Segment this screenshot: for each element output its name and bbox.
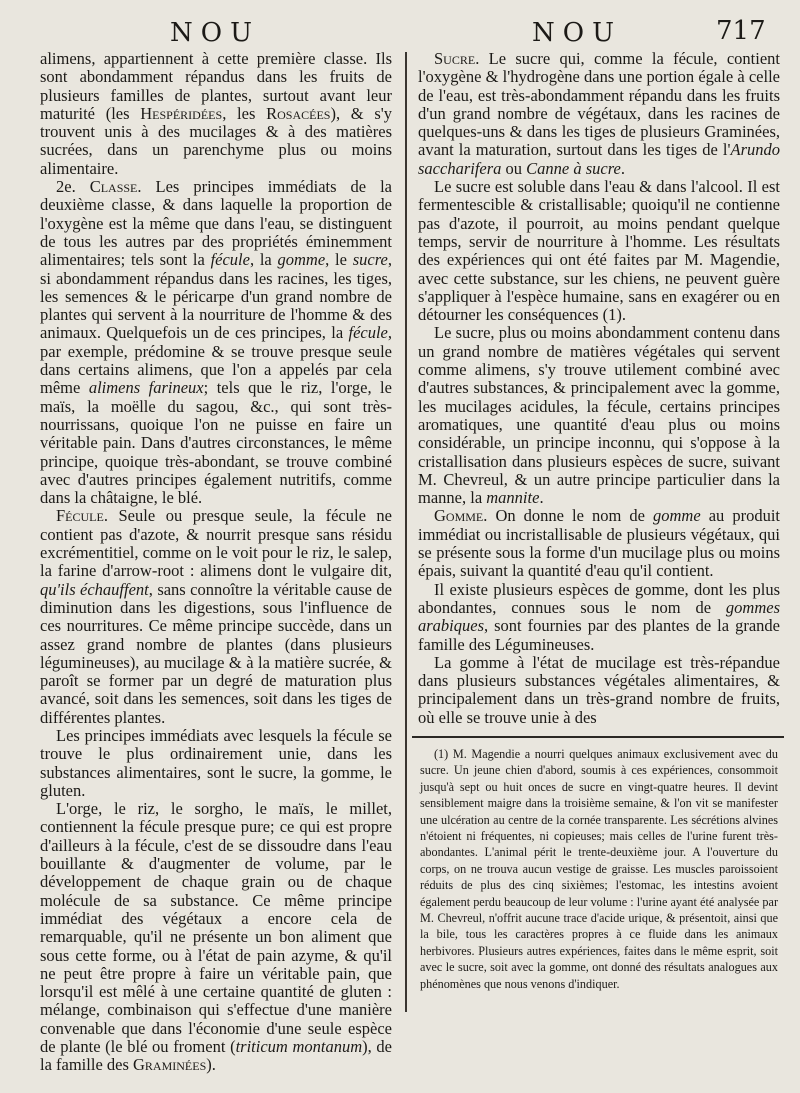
text-run: Le sucre, plus ou moins abondamment contenu dans un grand nombre de matières végétales qui servent comme alimens, s'y trouve utilement combiné avec d'autres substances, & principalement avec la gomme, les mucilages acidules, la fécule, certains principes aromatiques, une quantité d'eau plus ou moins considérable, un principe inconnu, qui s'oppose à la cristallisation dans plusieurs espèces de sucre, suivant M. Chevreul, & un autre principe particulier dans la manne, la bbox=[418, 323, 780, 508]
text-run: , sans connoître la véritable cause de diminution dans les digestions, sous l'influence de ces nourritures. Ce même principe succède, dans un assez grand nombre de plantes (dans plusieurs légumineuses), au mucilage & à la matière sucrée, & paroît se former par un degré de maturation plus avancé, soit dans les semences, soit dans les tiges de différentes plantes. bbox=[40, 579, 392, 727]
text-run: au produit immédiat ou incristallisable de plusieurs végétaux, qui se présente sous la forme d'un mucilage plus ou moins épais, suivant la quantité d'eau qu'il contient. bbox=[418, 506, 780, 581]
section-heading: Fécule bbox=[56, 506, 104, 526]
right-column bbox=[418, 50, 780, 727]
text-run: . Le sucre qui, comme la fécule, contient l'oxygène & l'hydrogène dans une portion égale à celle de l'eau, est très-abondamment répandu dans les fruits d'un grand nombre de végétaux, dans les racines de quelques-uns & dans les tiges de plusieurs Graminées, avant la maturation, surtout dans les tiges de l' bbox=[418, 49, 780, 160]
footnote-text: (1) M. Magendie a nourri quelques animaux exclusivement avec du sucre. Un jeune chien d'abord, soumis à ces expériences, consommoit jusqu'à sept ou huit onces de sucre en vingt-quatre heures. Il devint sensiblement maigre dans la troisième semaine, & l'on vit se manifester une ulcération au centre de la cornée transparente. Les sécrétions alvines n'étoient ni fréquentes, ni copieuses; mais celles de l'urine furent très-abondantes. L'animal périt le trente-deuxième jour. A l'ouverture du corps, on ne trouva aucun vestige de graisse. Les muscles paroissoient réduits de plus des cinq sixièmes; l'estomac, les intestins avoient également perdu beaucoup de leur volume : l'urine ayant été analysée par M. Chevreul, n'offrit aucune trace d'acide urique, & présentoit, ainsi que la bile, tous les caractères propres à ce fluide dans les animaux herbivores. Plusieurs autres expériences, faites dans le même esprit, soit avec le sucre, soit avec la gomme, ont donné des résultats analogues aux phénomènes que nous venons d'indiquer. bbox=[420, 747, 778, 991]
small-caps-term: Graminées bbox=[133, 1055, 207, 1075]
italic-term: alimens farineux bbox=[88, 378, 204, 398]
footnote bbox=[420, 746, 778, 992]
italic-term: Arundo saccharifera bbox=[418, 140, 780, 178]
text-run: , les bbox=[222, 103, 267, 123]
footnote-rule bbox=[412, 736, 784, 738]
text-run: , sont fournies par des plantes de la grande famille des Légumineuses. bbox=[418, 616, 780, 654]
paragraph bbox=[40, 800, 392, 1074]
paragraph bbox=[40, 178, 392, 507]
left-column bbox=[40, 50, 392, 1075]
section-heading: Classe bbox=[89, 177, 138, 197]
text-run: ou bbox=[501, 158, 527, 178]
paragraph bbox=[418, 581, 780, 654]
paragraph: La gomme à l'état de mucilage est très-répandue dans plusieurs substances végétales alimentaires, & principalement dans un très-grand nombre de fruits, où elle se trouve unie à des bbox=[418, 652, 780, 727]
paragraph bbox=[40, 507, 392, 727]
italic-term: mannite bbox=[486, 488, 540, 508]
text-run: . bbox=[620, 158, 625, 178]
running-head-left: NOU bbox=[170, 18, 260, 48]
text-run: alimens, appartiennent à cette première classe. Ils sont abondamment répandus dans les fruits de plusieurs familles de plantes, surtout avant leur maturité (les bbox=[40, 49, 392, 123]
italic-term: fécule bbox=[210, 250, 250, 270]
italic-term: gommes arabiques bbox=[418, 597, 780, 636]
text-run: . bbox=[539, 488, 544, 508]
paragraph: Les principes immédiats avec lesquels la fécule se trouve le plus ordinairement unie, dans les substances alimentaires, sont le sucre, la gomme, le gluten. bbox=[40, 725, 392, 800]
paragraph bbox=[418, 507, 780, 580]
text-run: , la bbox=[249, 250, 278, 270]
text-run: Il existe plusieurs espèces de gomme, dont les plus abondantes, connues sous le nom de bbox=[418, 579, 780, 617]
paragraph: Le sucre est soluble dans l'eau & dans l'alcool. Il est fermentescible & cristallisable; quoiqu'il ne contienne pas d'azote, il pourroit, au moins pendant quelque temps, servir de nourriture à l'homme. Les résultats des expériences qui ont été faites par M. Magendie, avec cette substance, sur les chiens, ne peuvent guère s'appliquer à l'espèce humaine, sans en exagérer ou en détourner les conséquences (1). bbox=[418, 177, 780, 325]
small-caps-term: Rosacées bbox=[266, 103, 331, 123]
text-run: , par exemple, prédomine & se trouve presque seule dans certains alimens, que l'on a appelés par cela même bbox=[40, 323, 392, 398]
column-divider bbox=[405, 52, 407, 1012]
paragraph bbox=[40, 50, 392, 178]
italic-term: sucre bbox=[352, 250, 388, 270]
text-run: ), & s'y trouvent unis à des mucilages & à des matières sucrées, dans un parenchyme plus ou moins alimentaire. bbox=[40, 103, 392, 178]
small-caps-term: Hespéridées bbox=[140, 103, 223, 123]
running-head-right: NOU bbox=[532, 18, 622, 48]
section-heading: Gomme bbox=[434, 506, 484, 526]
italic-term: Canne à sucre bbox=[526, 158, 621, 178]
section-heading: Sucre bbox=[434, 49, 476, 68]
text-run: , si abondamment répandus dans les racines, les tiges, les semences & le péricarpe d'un grand nombre de plantes qui servent à la nourriture de l'homme & des animaux. Quelquefois un de ces principes, la bbox=[40, 250, 392, 343]
italic-term: fécule bbox=[348, 323, 388, 343]
text-run: 2e. bbox=[56, 177, 90, 197]
text-run: ; tels que le riz, l'orge, le maïs, la moëlle du sagou, &c., qui sont très-nourrissans, quoique l'on ne puisse en faire un véritable pain. Dans d'autres circonstances, le même principe, quoique très-abondant, se trouve combiné avec d'autres principes également nutritifs, comme dans la châtaigne, le blé. bbox=[40, 378, 392, 508]
text-run: . On donne le nom de bbox=[483, 506, 653, 526]
paragraph bbox=[418, 324, 780, 507]
text-run: ), de la famille des bbox=[40, 1037, 392, 1075]
text-run: ). bbox=[206, 1055, 216, 1075]
italic-term: gomme bbox=[277, 250, 326, 270]
paragraph bbox=[418, 50, 780, 178]
italic-term: qu'ils échauffent bbox=[40, 579, 149, 599]
italic-term: triticum montanum bbox=[235, 1037, 363, 1057]
text-run: . Seule ou presque seule, la fécule ne contient pas d'azote, & nourrit presque sans résidu excrémentitiel, comme on le voit pour le riz, le salep, la farine d'arrow-root : alimens dont le vulgaire dit, bbox=[40, 506, 392, 581]
text-run: . Les principes immédiats de la deuxième classe, & dans laquelle la proportion de l'oxygène est la même que dans l'eau, se distinguent de tous les autres par des propriétés éminemment alimentaires; tels sont la bbox=[40, 177, 393, 270]
page-number: 717 bbox=[716, 16, 766, 46]
text-run: L'orge, le riz, le sorgho, le maïs, le millet, contiennent la fécule presque pure; ce qui est propre d'ailleurs à la fécule, c'est de se dissoudre dans l'eau bouillante & d'augmenter de volume, par le développement de chaque grain ou de chaque molécule de sa substance. Ce même principe immédiat des végétaux a encore cela de remarquable, qu'il ne présente un bon aliment que sous cette forme, ou à l'état de pain azyme, & qu'il ne peut être propre à faire un véritable pain, que lorsqu'il est mêlé à une certaine quantité de gluten : mélange, combinaison qui s'effectue d'une manière convenable que dans l'économie d'une seule espèce de plante (le blé ou froment ( bbox=[40, 799, 392, 1057]
text-run: , le bbox=[325, 250, 353, 270]
italic-term: gomme bbox=[653, 506, 701, 526]
